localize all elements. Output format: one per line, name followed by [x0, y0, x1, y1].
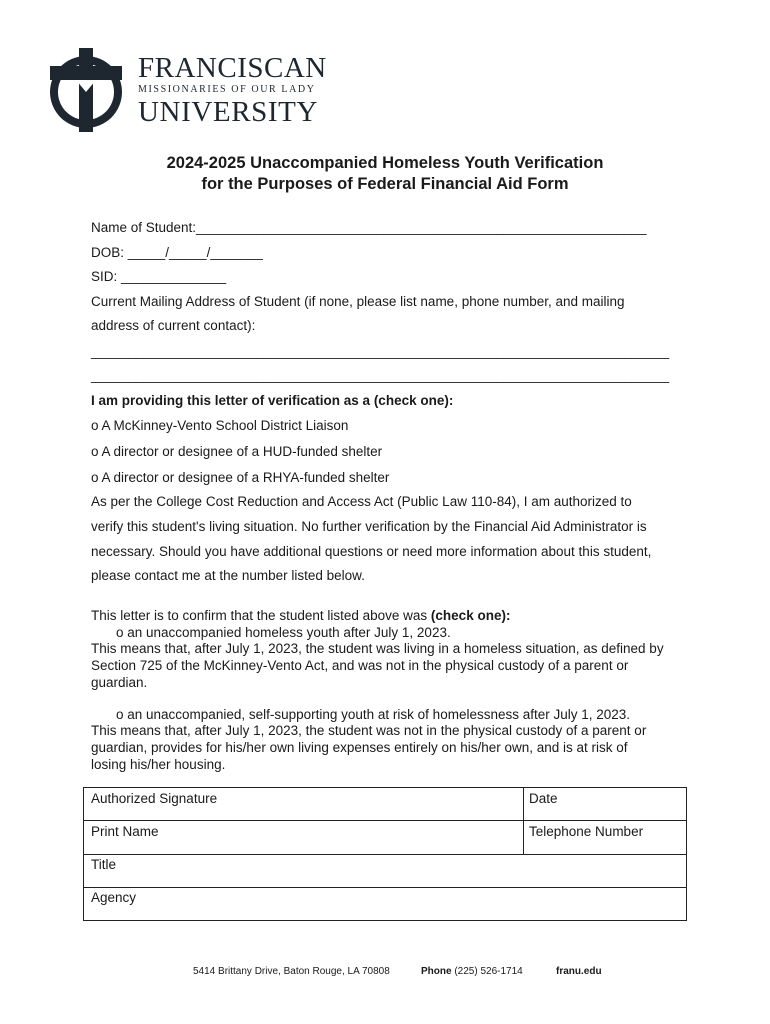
verifier-option-rhya[interactable]: o A director or designee of a RHYA-funded shelter	[91, 470, 390, 485]
authorized-signature-field[interactable]: Authorized Signature	[91, 791, 218, 806]
confirm-option1-text: This means that, after July 1, 2023, the student was living in a homeless situation, as defined by	[91, 641, 664, 656]
address-blank-line2[interactable]: _____________________________________________________________________________	[91, 368, 670, 383]
footer-phone	[421, 966, 523, 977]
confirm-option-at-risk[interactable]: o an unaccompanied, self-supporting youth at risk of homelessness after July 1, 2023.	[116, 707, 631, 722]
statement-line: please contact me at the number listed below.	[91, 568, 365, 583]
sid-field[interactable]: SID: ______________	[91, 269, 227, 284]
verifier-heading: I am providing this letter of verification as a (check one):	[91, 393, 454, 408]
table-divider	[523, 788, 524, 854]
footer-website-link[interactable]: franu.edu	[556, 966, 602, 977]
confirm-option-homeless[interactable]: o an unaccompanied homeless youth after July 1, 2023.	[116, 625, 451, 640]
verifier-option-liaison[interactable]: o A McKinney-Vento School District Liaison	[91, 418, 349, 433]
confirm-option2-text: guardian, provides for his/her own living expenses entirely on his/her own, and is at risk of	[91, 740, 628, 755]
footer-phone-number: (225) 526-1714	[451, 966, 523, 977]
university-logo	[46, 48, 326, 132]
table-divider	[84, 887, 686, 888]
confirm-intro	[91, 608, 510, 623]
print-name-field[interactable]: Print Name	[91, 824, 159, 839]
statement-line: verify this student's living situation. No further verification by the Financial Aid Administrator is	[91, 519, 647, 534]
address-label-line2: address of current contact):	[91, 318, 256, 333]
dob-field[interactable]: DOB: _____/_____/_______	[91, 245, 263, 260]
statement-line: As per the College Cost Reduction and Access Act (Public Law 110-84), I am authorized to	[91, 494, 632, 509]
table-divider	[84, 854, 686, 855]
logo-line-franciscan: FRANCISCAN	[138, 52, 327, 84]
confirm-option2-text: losing his/her housing.	[91, 757, 226, 772]
address-label-line1: Current Mailing Address of Student (if none, please list name, phone number, and mailing	[91, 294, 625, 309]
table-divider	[84, 820, 686, 821]
confirm-option1-text: guardian.	[91, 675, 148, 690]
confirm-option1-text: Section 725 of the McKinney-Vento Act, and was not in the physical custody of a parent or	[91, 658, 629, 673]
confirm-intro-text: This letter is to confirm that the student listed above was	[91, 608, 431, 623]
logo-line-missionaries: MISSIONARIES OF OUR LADY	[138, 84, 316, 95]
statement-line: necessary. Should you have additional questions or need more information about this student,	[91, 544, 652, 559]
telephone-field[interactable]: Telephone Number	[529, 824, 644, 839]
address-blank-line1[interactable]: _____________________________________________________________________________	[91, 344, 670, 359]
verifier-option-hud[interactable]: o A director or designee of a HUD-funded shelter	[91, 444, 383, 459]
cross-emblem-icon	[46, 48, 126, 132]
agency-field[interactable]: Agency	[91, 890, 137, 905]
form-title-line1: 2024-2025 Unaccompanied Homeless Youth Verification	[166, 154, 604, 172]
confirm-option2-text: This means that, after July 1, 2023, the student was not in the physical custody of a parent or	[91, 723, 647, 738]
footer-address: 5414 Brittany Drive, Baton Rouge, LA 70808	[193, 966, 390, 977]
date-field[interactable]: Date	[529, 791, 558, 806]
confirm-intro-bold: (check one):	[430, 608, 511, 623]
footer-phone-label: Phone	[421, 966, 452, 977]
logo-line-university: UNIVERSITY	[138, 96, 318, 128]
form-title-line2: for the Purposes of Federal Financial Aid Form	[201, 175, 569, 193]
student-name-field[interactable]: Name of Student:____________________________________________________________	[91, 220, 647, 235]
signature-table	[83, 787, 687, 921]
title-field[interactable]: Title	[91, 857, 117, 872]
